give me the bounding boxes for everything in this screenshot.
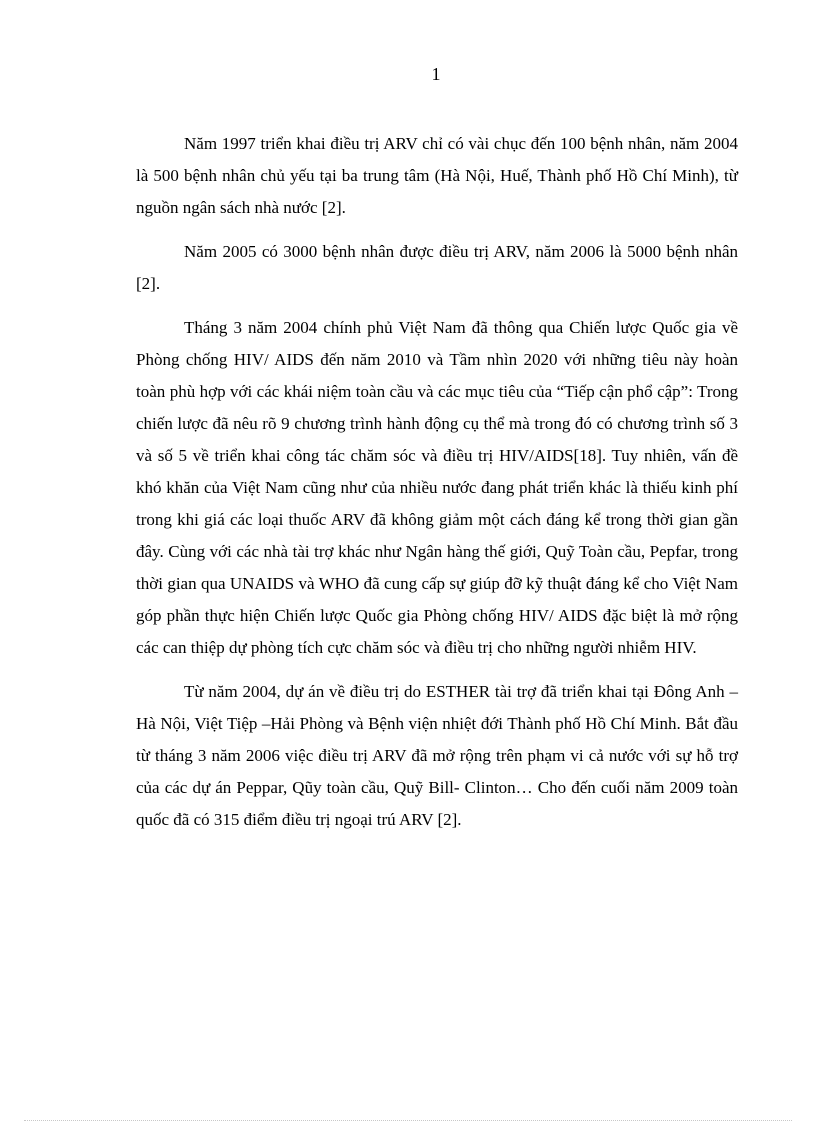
paragraph-3: Tháng 3 năm 2004 chính phủ Việt Nam đã thông qua Chiến lược Quốc gia về Phòng chống HIV/ AIDS đến năm 2010 và Tầm nhìn 2020 với những tiêu này hoàn toàn phù hợp với các khái niệm toàn cầu và các mục tiêu của “Tiếp cận phổ cập”: Trong chiến lược đã nêu rõ 9 chương trình hành động cụ thể mà trong đó có chương trình số 3 và số 5 về triển khai công tác chăm sóc và điều trị HIV/AIDS[18]. Tuy nhiên, vấn đề khó khăn của Việt Nam cũng như của nhiều nước đang phát triển khác là thiếu kinh phí trong khi giá các loại thuốc ARV đã không giảm một cách đáng kể trong thời gian gần đây. Cùng với các nhà tài trợ khác như Ngân hàng thế giới, Quỹ Toàn cầu, Pepfar, trong thời gian qua UNAIDS và WHO đã cung cấp sự giúp đỡ kỹ thuật đáng kể cho Việt Nam góp phần thực hiện Chiến lược Quốc gia Phòng chống HIV/ AIDS đặc biệt là mở rộng các can thiệp dự phòng tích cực chăm sóc và điều trị cho những người nhiễm HIV. (136, 318, 738, 657)
document-body (136, 128, 738, 848)
page-number: 1 (431, 64, 441, 84)
paragraph-4: Từ năm 2004, dự án về điều trị do ESTHER tài trợ đã triển khai tại Đông Anh – Hà Nội, Việt Tiệp –Hải Phòng và Bệnh viện nhiệt đới Thành phố Hồ Chí Minh. Bắt đầu từ tháng 3 năm 2006 việc điều trị ARV đã mở rộng trên phạm vi cả nước với sự hỗ trợ của các dự án Peppar, Qũy toàn cầu, Quỹ Bill- Clinton… Cho đến cuối năm 2009 toàn quốc đã có 315 điểm điều trị ngoại trú ARV [2]. (136, 682, 738, 829)
paragraph-2: Năm 2005 có 3000 bệnh nhân được điều trị ARV, năm 2006 là 5000 bệnh nhân [2]. (136, 242, 738, 293)
page-bottom-divider (24, 1120, 792, 1121)
paragraph-1: Năm 1997 triển khai điều trị ARV chỉ có vài chục đến 100 bệnh nhân, năm 2004 là 500 bệnh nhân chủ yếu tại ba trung tâm (Hà Nội, Huế, Thành phố Hồ Chí Minh), từ nguồn ngân sách nhà nước [2]. (136, 134, 738, 217)
